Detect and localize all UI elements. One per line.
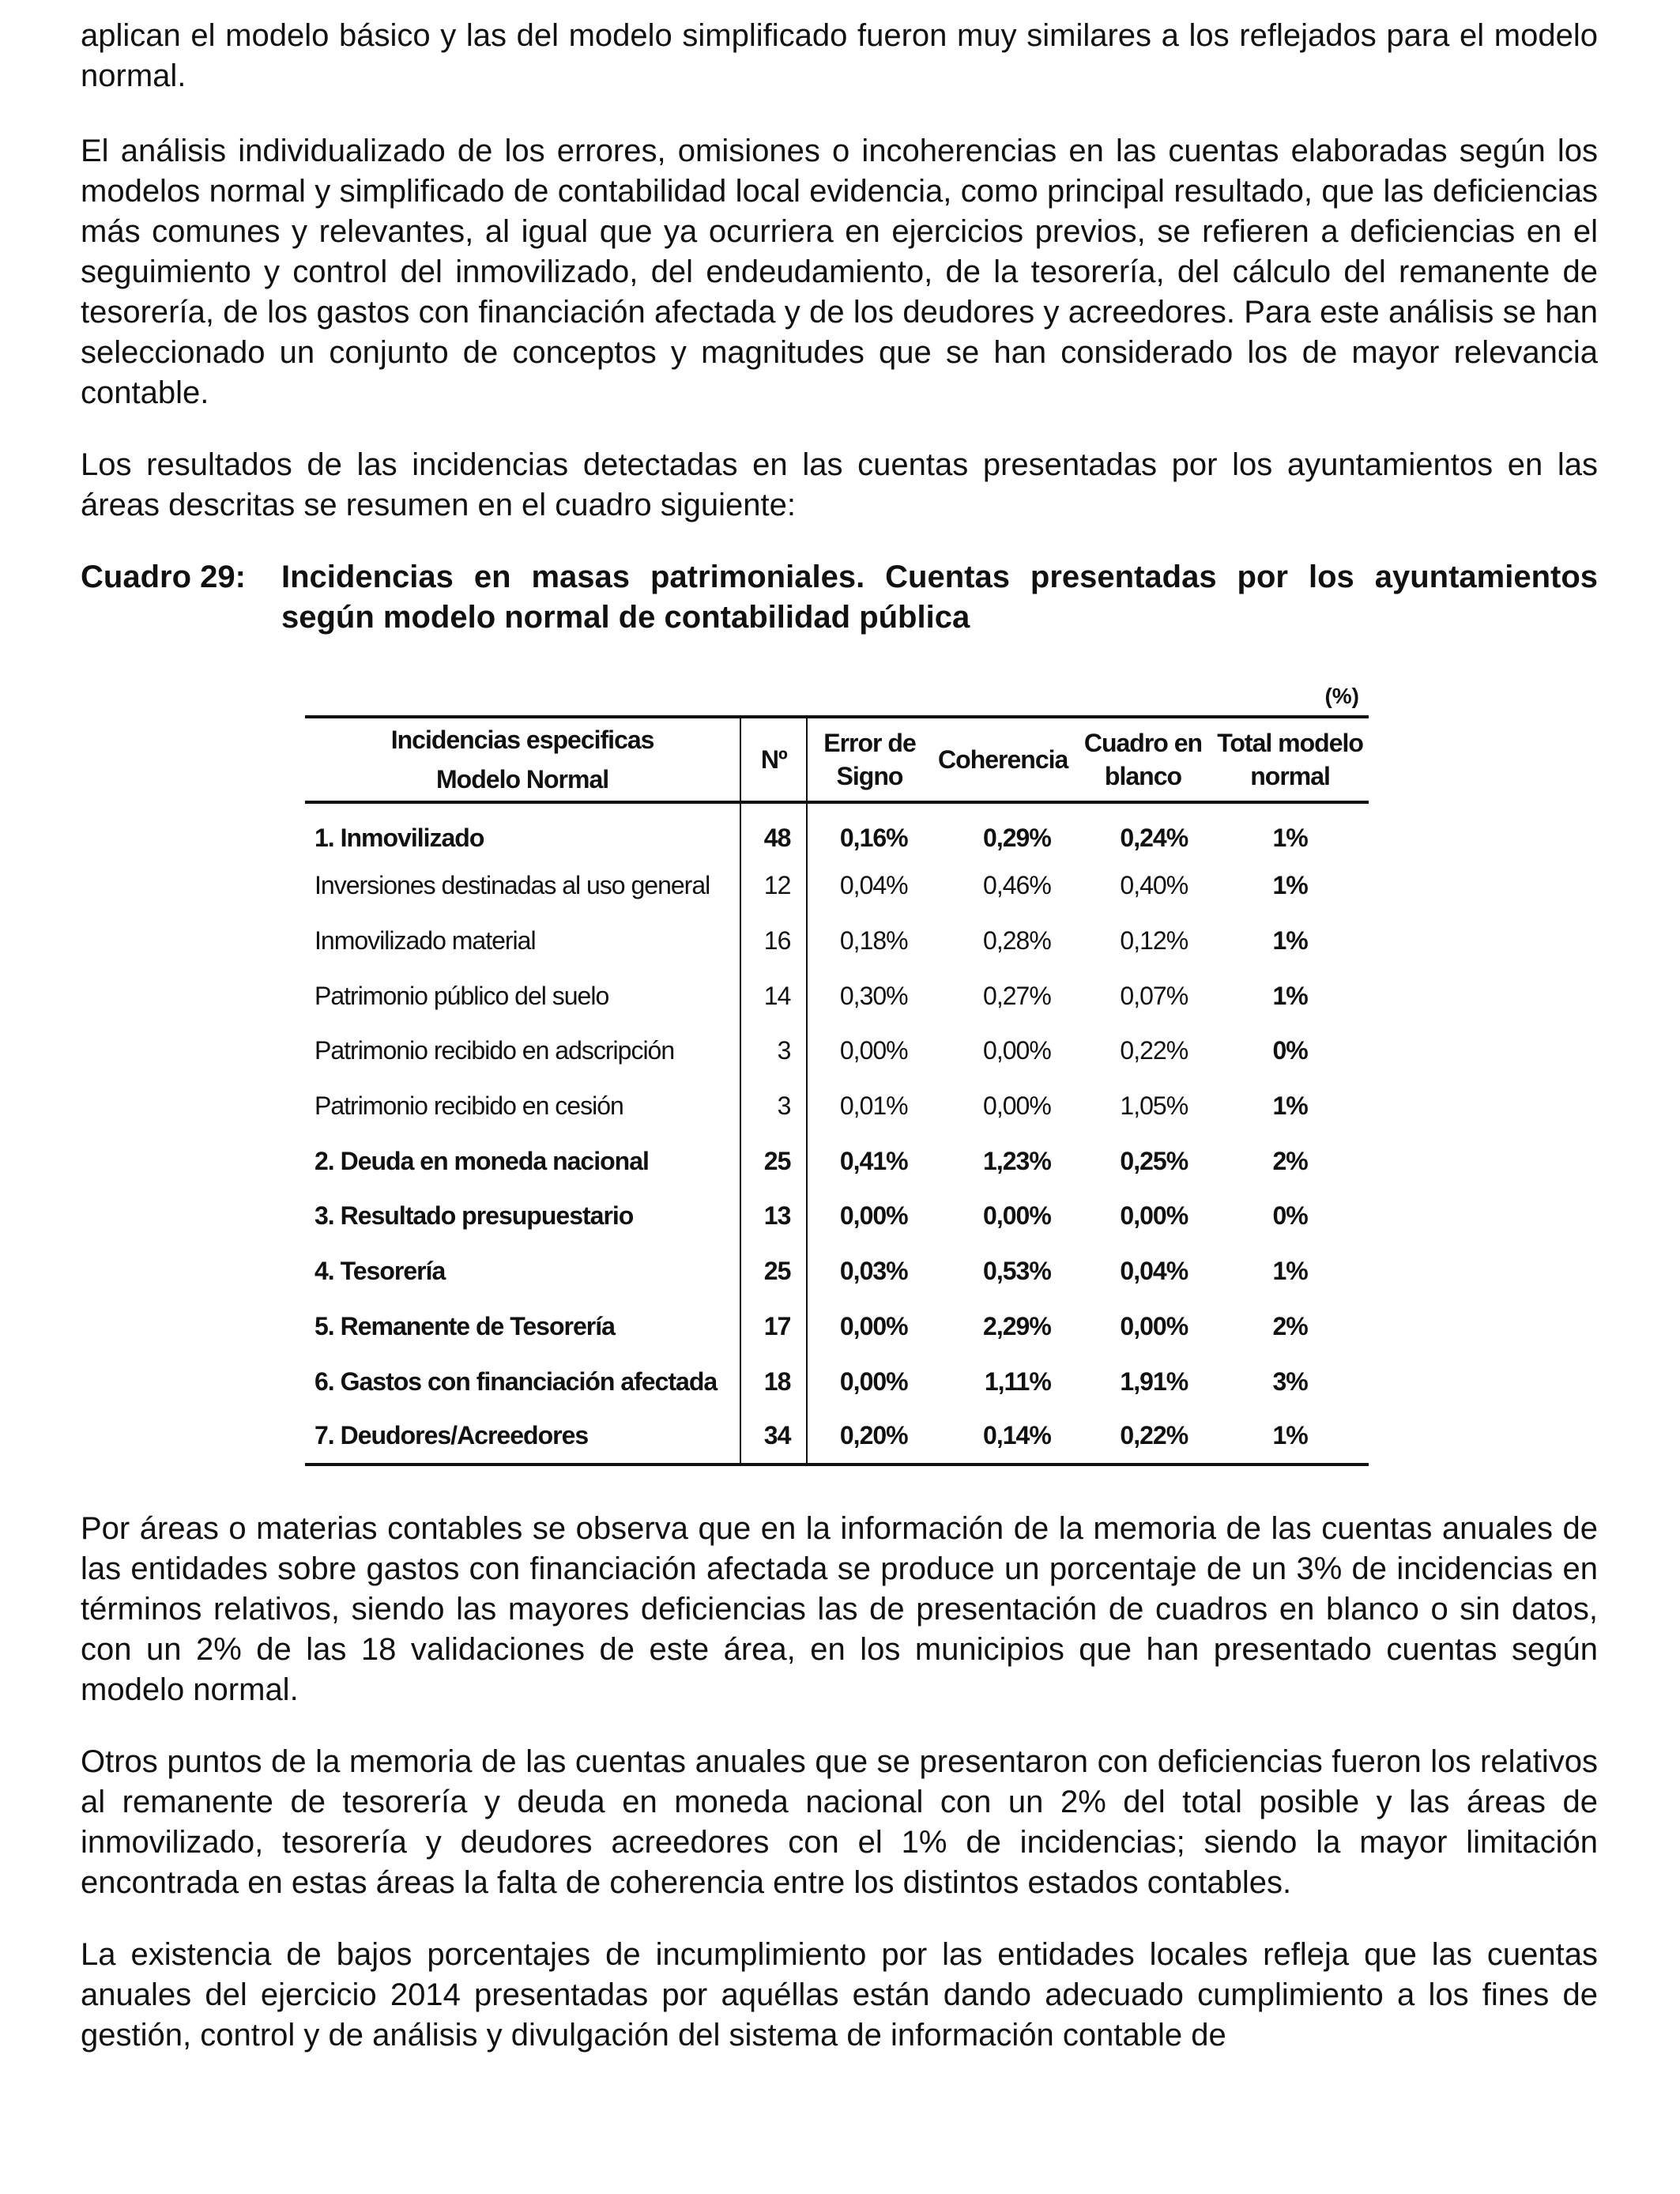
cell-error-signo: 0,20% [807, 1409, 931, 1465]
cell-error-signo: 0,04% [807, 858, 931, 914]
table-row [305, 802, 1369, 858]
cell-coherencia: 0,46% [983, 871, 1051, 900]
cell-incidencia: 1. Inmovilizado [315, 824, 484, 852]
incidencias-table [305, 715, 1369, 1466]
header-incidencias-line1: Incidencias especificas [390, 726, 654, 754]
cell-cuadro-blanco: 0,22% [1120, 1036, 1188, 1065]
cell-total: 1% [1272, 1257, 1308, 1286]
cell-total: 3% [1272, 1367, 1308, 1396]
cell-cuadro-blanco: 1,05% [1120, 1091, 1188, 1121]
cell-numero: 3 [740, 1079, 807, 1134]
paragraph-intro: aplican el modelo básico y las del modelo simplificado fueron muy similares a los reflejados para el modelo normal. [81, 18, 1598, 93]
cell-coherencia: 0,29% [983, 824, 1051, 852]
cell-error-signo: 0,00% [807, 1189, 931, 1244]
cell-cuadro-blanco: 0,00% [1120, 1201, 1188, 1231]
table-row [305, 1079, 1369, 1134]
table-row [305, 1189, 1369, 1244]
table-row [305, 914, 1369, 969]
cell-cuadro-blanco: 0,12% [1120, 926, 1188, 956]
cell-numero: 48 [740, 802, 807, 858]
table-row [305, 1299, 1369, 1355]
cell-coherencia: 0,27% [983, 981, 1051, 1010]
cell-total: 1% [1272, 824, 1308, 852]
cell-error-signo: 0,30% [807, 968, 931, 1023]
cell-numero: 12 [740, 858, 807, 914]
cell-error-signo: 0,41% [807, 1133, 931, 1189]
caption-text: Incidencias en masas patrimoniales. Cuentas presentadas por los ayuntamientos según modelo normal de contabilidad pública [281, 560, 1598, 635]
table-row [305, 858, 1369, 914]
table-row [305, 1023, 1369, 1079]
cell-incidencia: Inversiones destinadas al uso general [315, 871, 710, 900]
header-total-modelo: Total modelo normal [1217, 729, 1363, 790]
cell-coherencia: 0,00% [983, 1091, 1051, 1121]
header-cuadro-blanco: Cuadro en blanco [1083, 729, 1203, 790]
header-incidencias [305, 717, 740, 802]
cell-numero: 25 [740, 1244, 807, 1299]
table-unit: (%) [1324, 684, 1359, 708]
cell-numero: 25 [740, 1133, 807, 1189]
cell-incidencia: 4. Tesorería [315, 1257, 446, 1286]
document-page [81, 16, 1598, 2087]
paragraph-results: Los resultados de las incidencias detectadas en las cuentas presentadas por los ayuntamientos en las áreas descritas se resumen en el cuadro siguiente: [81, 447, 1598, 522]
cell-incidencia: Inmovilizado material [315, 926, 536, 956]
header-incidencias-line2: Modelo Normal [436, 765, 609, 794]
cell-coherencia: 0,00% [983, 1036, 1051, 1065]
table-caption [81, 557, 1598, 638]
cell-cuadro-blanco: 0,24% [1120, 824, 1188, 852]
cell-incidencia: Patrimonio público del suelo [315, 981, 609, 1010]
paragraph-otros-puntos: Otros puntos de la memoria de las cuentas anuales que se presentaron con deficiencias fueron los relativos al remanente de tesorería y deuda en moneda nacional con un 2% del total posible y las áreas de inmovilizado, tesorería y deudores acreedores con el 1% de incidencias; siendo la mayor limitación encontrada en estas áreas la falta de coherencia entre los distintos estados contables. [81, 1744, 1598, 1900]
cell-incidencia: 5. Remanente de Tesorería [315, 1311, 615, 1340]
cell-total: 1% [1272, 1421, 1308, 1450]
cell-numero: 18 [740, 1354, 807, 1409]
table-row [305, 968, 1369, 1023]
table-row [305, 1409, 1369, 1465]
cell-cuadro-blanco: 0,25% [1120, 1146, 1188, 1175]
cell-error-signo: 0,16% [807, 802, 931, 858]
cell-incidencia: 6. Gastos con financiación afectada [315, 1367, 718, 1396]
cell-coherencia: 0,28% [983, 926, 1051, 956]
cell-cuadro-blanco: 0,04% [1120, 1257, 1188, 1286]
cell-numero: 13 [740, 1189, 807, 1244]
cell-total: 1% [1272, 926, 1308, 956]
cell-coherencia: 2,29% [983, 1311, 1051, 1340]
table-row [305, 1244, 1369, 1299]
cell-error-signo: 0,03% [807, 1244, 931, 1299]
cell-incidencia: 7. Deudores/Acreedores [315, 1421, 589, 1450]
cell-error-signo: 0,00% [807, 1354, 931, 1409]
header-numero: Nº [740, 717, 807, 802]
paragraph-conclusion: La existencia de bajos porcentajes de incumplimiento por las entidades locales refleja que las cuentas anuales del ejercicio 2014 presentadas por aquéllas están dando adecuado cumplimiento a los fines de gestión, control y de análisis y divulgación del sistema de información contable de [81, 1936, 1598, 2053]
cell-incidencia: 3. Resultado presupuestario [315, 1201, 634, 1231]
table-row [305, 1354, 1369, 1409]
cell-cuadro-blanco: 0,07% [1120, 981, 1188, 1010]
cell-numero: 14 [740, 968, 807, 1023]
header-coherencia: Coherencia [938, 745, 1068, 774]
cell-cuadro-blanco: 0,40% [1120, 871, 1188, 900]
cell-error-signo: 0,00% [807, 1299, 931, 1355]
cell-total: 0% [1272, 1201, 1308, 1231]
cell-incidencia: 2. Deuda en moneda nacional [315, 1146, 649, 1175]
cell-numero: 17 [740, 1299, 807, 1355]
cell-coherencia: 0,53% [983, 1257, 1051, 1286]
cell-total: 1% [1272, 981, 1308, 1010]
cell-cuadro-blanco: 1,91% [1120, 1367, 1188, 1396]
paragraph-areas: Por áreas o materias contables se observa que en la información de la memoria de las cuentas anuales de las entidades sobre gastos con financiación afectada se produce un porcentaje de un 3% de incidencias en términos relativos, siendo las mayores deficiencias las de presentación de cuadros en blanco o sin datos, con un 2% de las 18 validaciones de este área, en los municipios que han presentado cuentas según modelo normal. [81, 1510, 1598, 1707]
cell-total: 0% [1272, 1036, 1308, 1065]
paragraph-analysis: El análisis individualizado de los errores, omisiones o incoherencias en las cuentas elaboradas según los modelos normal y simplificado de contabilidad local evidencia, como principal resultado, que las deficiencias más comunes y relevantes, al igual que ya ocurriera en ejercicios previos, se refieren a deficiencias en el seguimiento y control del inmovilizado, del endeudamiento, de la tesorería, del cálculo del remanente de tesorería, de los gastos con financiación afectada y de los deudores y acreedores. Para este análisis se han seleccionado un conjunto de conceptos y magnitudes que se han considerado los de mayor relevancia contable. [81, 134, 1598, 410]
cell-coherencia: 0,14% [983, 1421, 1051, 1450]
header-error-signo: Error de Signo [807, 717, 931, 802]
cell-incidencia: Patrimonio recibido en adscripción [315, 1036, 675, 1065]
cell-coherencia: 1,11% [984, 1367, 1051, 1396]
cell-error-signo: 0,00% [807, 1023, 931, 1079]
cell-total: 2% [1272, 1146, 1308, 1175]
cell-coherencia: 1,23% [983, 1146, 1051, 1175]
table-body [305, 802, 1369, 1465]
incidencias-table-container [305, 682, 1369, 1466]
cell-coherencia: 0,00% [983, 1201, 1051, 1231]
cell-incidencia: Patrimonio recibido en cesión [315, 1091, 623, 1121]
cell-total: 1% [1272, 871, 1308, 900]
cell-total: 1% [1272, 1091, 1308, 1121]
caption-label: Cuadro 29: [81, 560, 246, 594]
table-row [305, 1133, 1369, 1189]
cell-error-signo: 0,18% [807, 914, 931, 969]
cell-numero: 34 [740, 1409, 807, 1465]
table-header-row [305, 717, 1369, 802]
cell-numero: 3 [740, 1023, 807, 1079]
cell-total: 2% [1272, 1311, 1308, 1340]
cell-error-signo: 0,01% [807, 1079, 931, 1134]
cell-cuadro-blanco: 0,00% [1120, 1311, 1188, 1340]
cell-numero: 16 [740, 914, 807, 969]
cell-cuadro-blanco: 0,22% [1120, 1421, 1188, 1450]
